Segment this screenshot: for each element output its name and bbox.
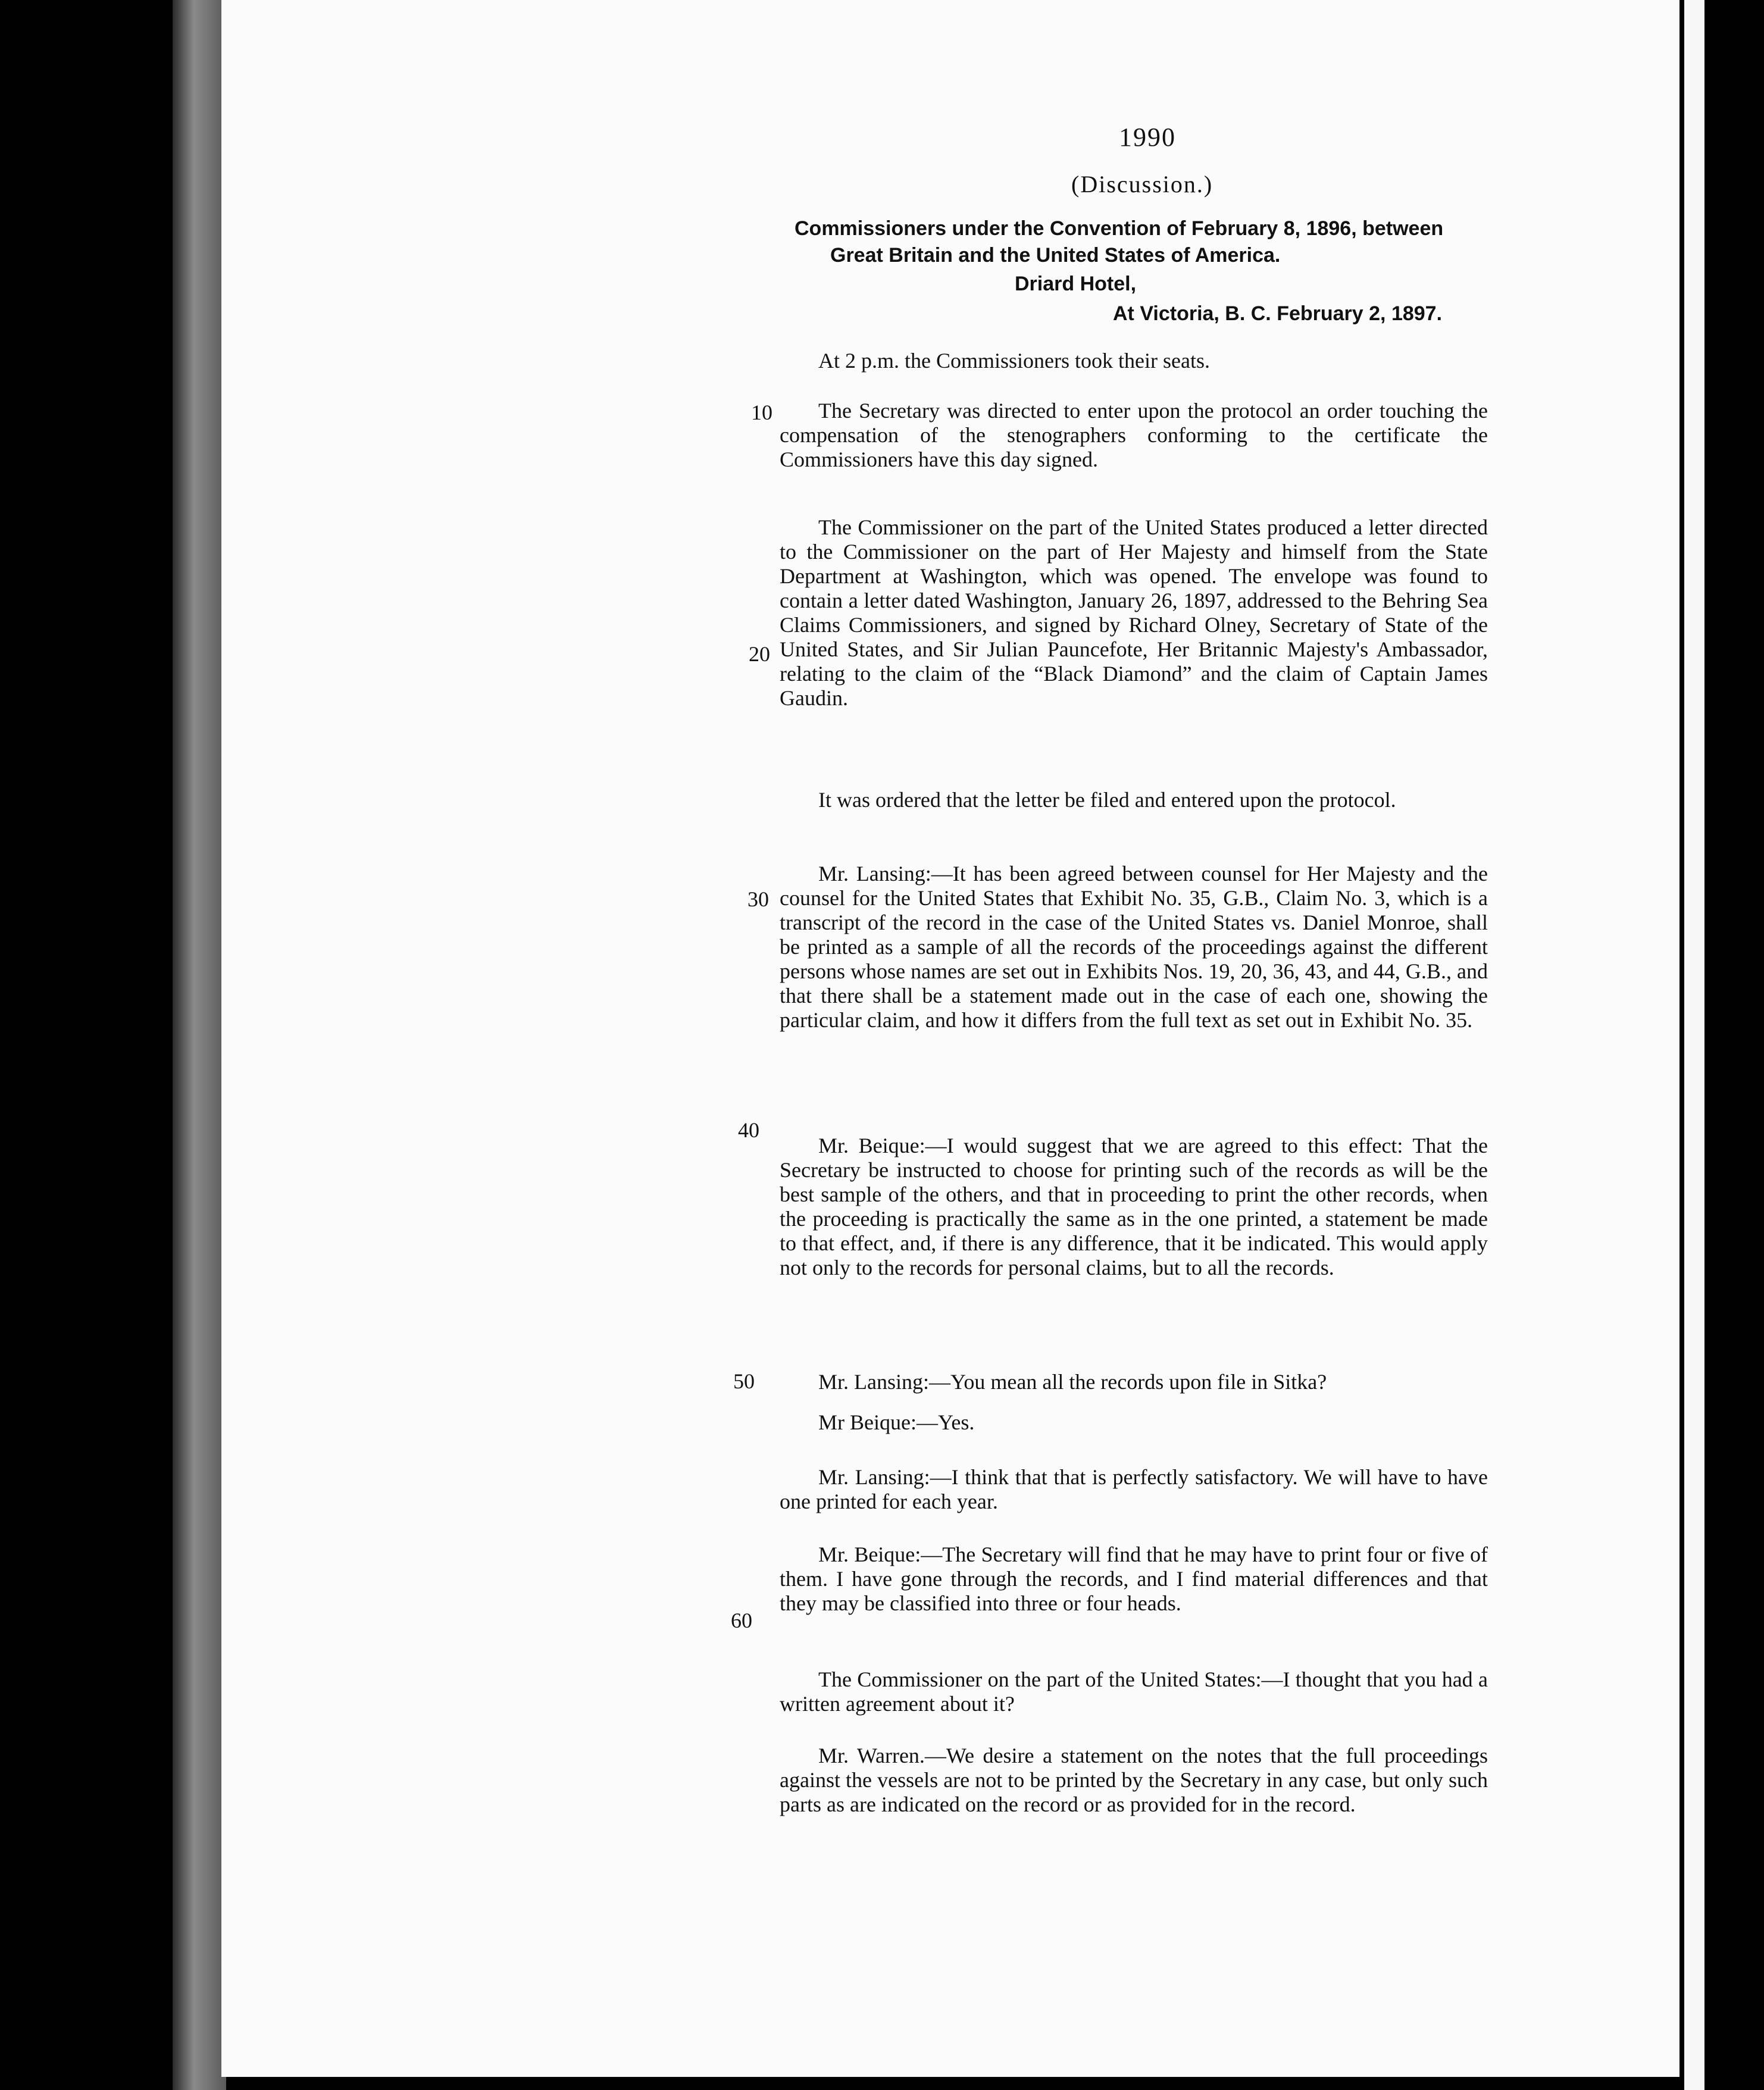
paragraph-10: Mr. Beique:—The Secretary will find that he may have to print four or five of them. I have gone through the records, and I find material differences and that they may be classified into three or four heads.: [780, 1543, 1488, 1615]
paragraph-3: The Commissioner on the part of the United States produced a letter directed to the Commissioner on the part of Her Majesty and himself from the State Department at Washington, which was opened. The envelope was found to contain a letter dated Washington, January 26, 1897, addressed to the Behring Sea Claims Commissioners, and signed by Richard Olney, Secretary of State of the United States, and Sir Julian Pauncefote, Her Britannic Majesty's Ambassador, relating to the claim of the “Black Diamond” and the claim of Captain James Gaudin.: [780, 515, 1488, 710]
line-number-60: 60: [731, 1609, 752, 1632]
line-number-50: 50: [733, 1369, 755, 1393]
paragraph-7: Mr. Lansing:—You mean all the records upon file in Sitka?: [818, 1370, 1327, 1394]
heading-line-1: Commissioners under the Convention of February 8, 1896, between: [795, 217, 1444, 240]
line-number-20: 20: [749, 642, 770, 666]
paragraph-11: The Commissioner on the part of the United States:—I thought that you had a written agreement about it?: [780, 1667, 1488, 1716]
section-label: (Discussion.): [1071, 171, 1213, 198]
heading-line-4: At Victoria, B. C. February 2, 1897.: [1113, 302, 1443, 325]
paragraph-12: Mr. Warren.—We desire a statement on the notes that the full proceedings against the vessels are not to be printed by the Secretary in any case, but only such parts as are indicated on the record or as provided for in the record.: [780, 1744, 1488, 1816]
line-number-30: 30: [747, 887, 769, 911]
heading-line-2: Great Britain and the United States of America.: [830, 244, 1281, 267]
paragraph-6: Mr. Beique:—I would suggest that we are agreed to this effect: That the Secretary be instructed to choose for printing such of the records as will be the best sample of the others, and that in proceeding to print the other records, when the proceeding is practically the same as in the one printed, a statement be made to that effect, and, if there is any difference, that it be indicated. This would apply not only to the records for personal claims, but to all the records.: [780, 1134, 1488, 1279]
paragraph-8: Mr Beique:—Yes.: [818, 1410, 975, 1434]
line-number-10: 10: [751, 401, 772, 424]
paragraph-2: The Secretary was directed to enter upon the protocol an order touching the compensation of the stenographers conforming to the certificate the Commissioners have this day signed.: [780, 399, 1488, 471]
paragraph-1: At 2 p.m. the Commissioners took their seats.: [818, 349, 1210, 373]
page-number: 1990: [1119, 123, 1176, 152]
paragraph-5: Mr. Lansing:—It has been agreed between counsel for Her Majesty and the counsel for the United States that Exhibit No. 35, G.B., Claim No. 3, which is a transcript of the record in the case of the United States vs. Daniel Monroe, shall be printed as a sample of all the records of the proceedings against the different persons whose names are set out in Exhibits Nos. 19, 20, 36, 43, and 44, G.B., and that there shall be a statement made out in the case of each one, showing the particular claim, and how it differs from the full text as set out in Exhibit No. 35.: [780, 862, 1488, 1032]
heading-line-3: Driard Hotel,: [1015, 273, 1137, 295]
paragraph-4: It was ordered that the letter be filed and entered upon the protocol.: [818, 788, 1396, 812]
paragraph-9: Mr. Lansing:—I think that that is perfectly satisfactory. We will have to have one printed for each year.: [780, 1465, 1488, 1513]
line-number-40: 40: [738, 1118, 759, 1142]
